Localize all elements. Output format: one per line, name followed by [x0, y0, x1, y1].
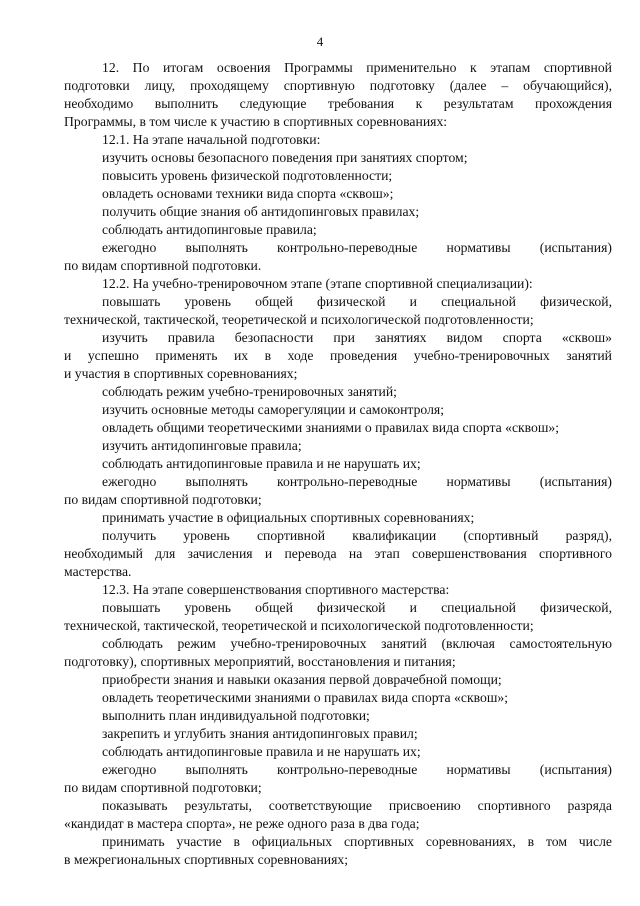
text-line: овладеть общими теоретическими знаниями о правилах вида спорта «сквош»;: [102, 420, 560, 435]
text-line: принимать участие в официальных спортивных соревнованиях;: [102, 510, 475, 525]
text-line: по видам спортивной подготовки;: [64, 492, 262, 507]
text-line: овладеть теоретическими знаниями о правилах вида спорта «сквош»;: [102, 690, 509, 705]
text-line: необходимый для зачисления и перевода на этап совершенствования спортивного: [64, 546, 612, 561]
text-line: 12.1. На этапе начальной подготовки:: [102, 132, 321, 147]
text-line: 12.3. На этапе совершенствования спортивного мастерства:: [102, 582, 450, 597]
text-line: овладеть основами техники вида спорта «сквош»;: [102, 186, 394, 201]
text-line: мастерства.: [64, 564, 132, 579]
text-line: повышать уровень общей физической и специальной физической,: [102, 294, 612, 309]
page-number: 4: [316, 34, 324, 49]
text-line: соблюдать антидопинговые правила;: [102, 222, 317, 237]
text-line: получить общие знания об антидопинговых правилах;: [102, 204, 420, 219]
text-line: повышать уровень общей физической и специальной физической,: [102, 600, 612, 615]
text-line: и участия в спортивных соревнованиях;: [64, 366, 298, 381]
text-line: принимать участие в официальных спортивных соревнованиях, в том числе: [102, 834, 612, 849]
text-line: Программы, в том числе к участию в спортивных соревнованиях:: [64, 114, 448, 129]
text-line: технической, тактической, теоретической и психологической подготовленности;: [64, 618, 534, 633]
text-line: повысить уровень физической подготовленности;: [102, 168, 393, 183]
text-line: соблюдать антидопинговые правила и не нарушать их;: [102, 744, 421, 759]
text-line: 12.2. На учебно-тренировочном этапе (этапе спортивной специализации):: [102, 276, 533, 291]
text-line: по видам спортивной подготовки;: [64, 780, 262, 795]
text-line: изучить основы безопасного поведения при занятиях спортом;: [102, 150, 468, 165]
text-line: подготовку), спортивных мероприятий, восстановления и питания;: [64, 654, 456, 669]
text-line: ежегодно выполнять контрольно-переводные нормативы (испытания): [102, 762, 612, 777]
text-line: подготовки лицу, проходящему спортивную подготовку (далее – обучающийся),: [64, 78, 612, 93]
text-line: «кандидат в мастера спорта», не реже одного раза в два года;: [64, 816, 420, 831]
text-line: соблюдать режим учебно-тренировочных занятий (включая самостоятельную: [102, 636, 612, 651]
text-line: и успешно применять их в ходе проведения учебно-тренировочных занятий: [64, 348, 612, 363]
text-line: выполнить план индивидуальной подготовки;: [102, 708, 370, 723]
text-line: получить уровень спортивной квалификации (спортивный разряд),: [102, 528, 612, 543]
text-line: 12. По итогам освоения Программы применительно к этапам спортивной: [102, 60, 612, 75]
text-line: соблюдать антидопинговые правила и не нарушать их;: [102, 456, 421, 471]
text-line: изучить основные методы саморегуляции и самоконтроля;: [102, 402, 445, 417]
text-line: изучить правила безопасности при занятиях видом спорта «сквош»: [102, 330, 612, 345]
text-line: технической, тактической, теоретической и психологической подготовленности;: [64, 312, 534, 327]
text-line: необходимо выполнить следующие требования к результатам прохождения: [64, 96, 612, 111]
text-line: закрепить и углубить знания антидопинговых правил;: [102, 726, 418, 741]
text-line: соблюдать режим учебно-тренировочных занятий;: [102, 384, 397, 399]
text-line: ежегодно выполнять контрольно-переводные нормативы (испытания): [102, 474, 612, 489]
text-line: изучить антидопинговые правила;: [102, 438, 302, 453]
text-line: приобрести знания и навыки оказания первой доврачебной помощи;: [102, 672, 502, 687]
text-line: ежегодно выполнять контрольно-переводные нормативы (испытания): [102, 240, 612, 255]
text-line: в межрегиональных спортивных соревнованиях;: [64, 852, 349, 867]
text-line: показывать результаты, соответствующие присвоению спортивного разряда: [102, 798, 612, 813]
document-body: [64, 59, 612, 869]
text-line: по видам спортивной подготовки.: [64, 258, 262, 273]
